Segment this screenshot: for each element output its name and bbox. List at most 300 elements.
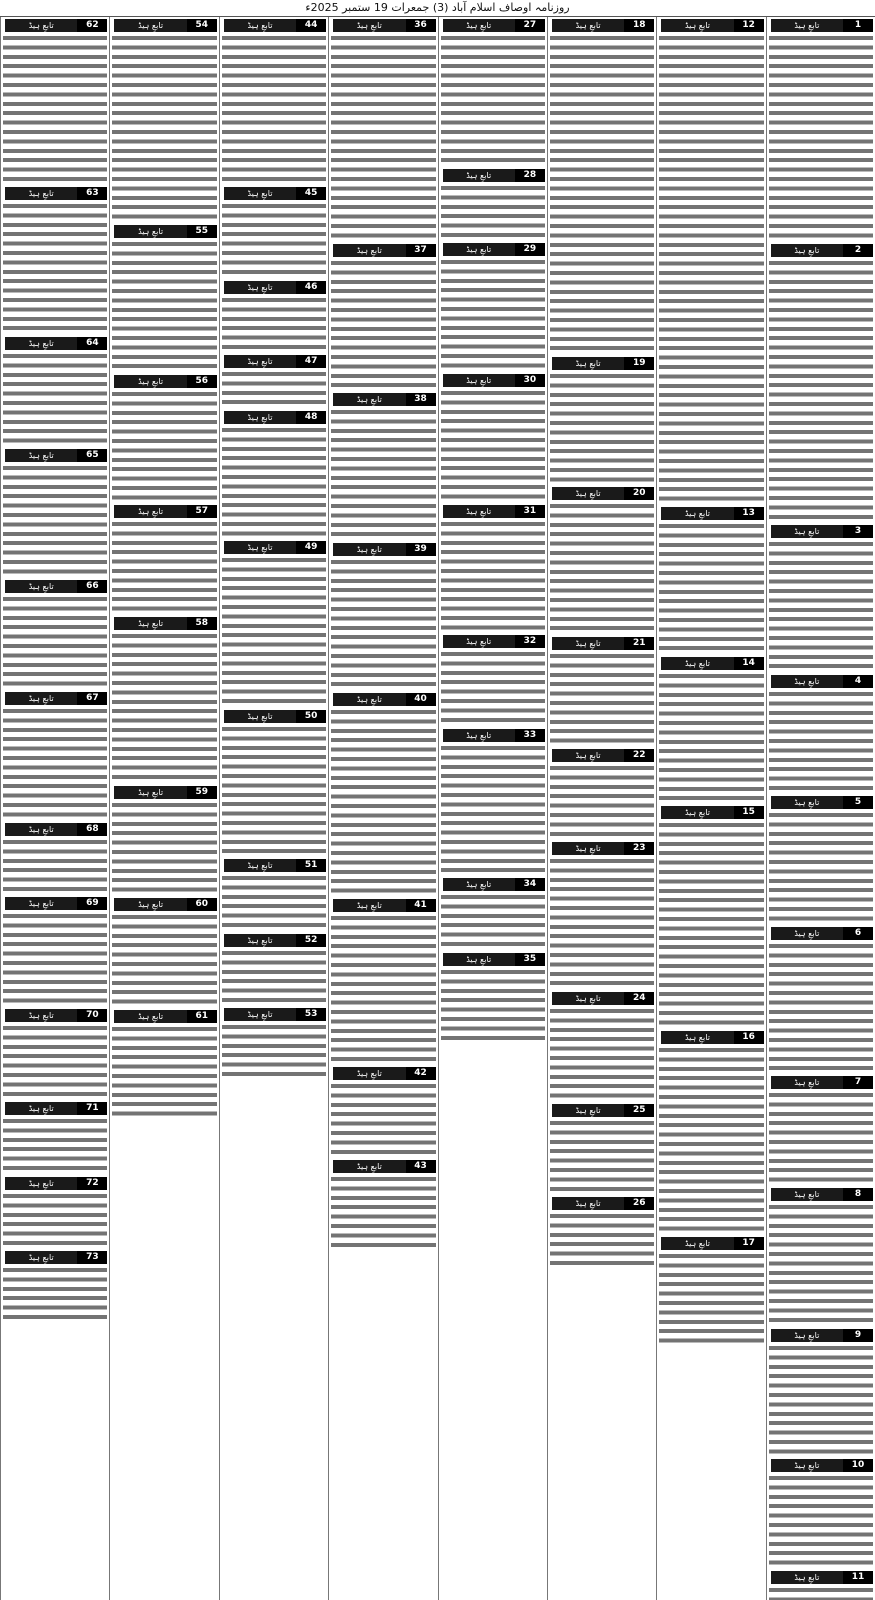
- story-header-label: تابعِ ہیڈ: [222, 187, 296, 200]
- story-number: 43: [406, 1160, 436, 1173]
- news-story-55: [112, 225, 216, 372]
- story-number: 44: [296, 19, 326, 32]
- story-body-text: [112, 390, 216, 503]
- news-story-30: [441, 374, 545, 502]
- story-header-label: تابعِ ہیڈ: [441, 374, 515, 387]
- story-header-label: تابعِ ہیڈ: [112, 505, 186, 518]
- story-body-text: [222, 874, 326, 930]
- story-body-text: [3, 912, 107, 1006]
- story-header: [112, 505, 216, 518]
- story-header-label: تابعِ ہیڈ: [222, 411, 296, 424]
- story-header-label: تابعِ ہیڈ: [441, 505, 515, 518]
- story-header-label: تابعِ ہیڈ: [550, 357, 624, 370]
- story-number: 4: [843, 675, 873, 688]
- story-body-text: [659, 821, 763, 1028]
- story-body-text: [550, 502, 654, 634]
- news-story-2: [769, 244, 873, 522]
- news-story-59: [112, 786, 216, 895]
- story-header-label: تابعِ ہیڈ: [441, 19, 515, 32]
- news-story-39: [331, 543, 435, 690]
- news-story-69: [3, 897, 107, 1006]
- story-number: 48: [296, 411, 326, 424]
- news-column-6: [219, 17, 328, 1600]
- story-number: 15: [734, 806, 764, 819]
- story-header: [441, 505, 545, 518]
- story-number: 9: [843, 1329, 873, 1342]
- story-header-label: تابعِ ہیڈ: [441, 635, 515, 648]
- news-story-17: [659, 1237, 763, 1346]
- story-header: [769, 244, 873, 257]
- story-header: [550, 487, 654, 500]
- story-header: [441, 729, 545, 742]
- story-body-text: [3, 1192, 107, 1248]
- story-number: 29: [515, 243, 545, 256]
- story-header-label: تابعِ ہیڈ: [331, 393, 405, 406]
- news-story-72: [3, 1177, 107, 1248]
- news-story-35: [441, 953, 545, 1043]
- story-number: 68: [77, 823, 107, 836]
- story-header-label: تابعِ ہیڈ: [3, 449, 77, 462]
- story-number: 20: [624, 487, 654, 500]
- story-body-text: [769, 259, 873, 522]
- story-header: [3, 823, 107, 836]
- story-body-text: [550, 372, 654, 485]
- news-story-7: [769, 1076, 873, 1185]
- story-header: [769, 1459, 873, 1472]
- story-header: [3, 19, 107, 32]
- story-header: [659, 507, 763, 520]
- news-story-67: [3, 692, 107, 820]
- story-number: 56: [187, 375, 217, 388]
- story-number: 73: [77, 1251, 107, 1264]
- story-header: [3, 580, 107, 593]
- news-story-53: [222, 1008, 326, 1079]
- story-number: 17: [734, 1237, 764, 1250]
- story-body-text: [3, 838, 107, 894]
- news-story-71: [3, 1102, 107, 1173]
- news-story-50: [222, 710, 326, 857]
- news-story-27: [441, 19, 545, 166]
- story-header: [769, 19, 873, 32]
- news-story-46: [222, 281, 326, 352]
- story-header-label: تابعِ ہیڈ: [112, 786, 186, 799]
- story-header-label: تابعِ ہیڈ: [3, 337, 77, 350]
- story-body-text: [222, 725, 326, 857]
- story-number: 12: [734, 19, 764, 32]
- story-header-label: تابعِ ہیڈ: [3, 1102, 77, 1115]
- news-story-29: [441, 243, 545, 371]
- story-header-label: تابعِ ہیڈ: [441, 243, 515, 256]
- story-header: [550, 19, 654, 32]
- story-header-label: تابعِ ہیڈ: [769, 1459, 843, 1472]
- story-body-text: [550, 1007, 654, 1101]
- story-number: 64: [77, 337, 107, 350]
- story-header-label: تابعِ ہیڈ: [3, 823, 77, 836]
- story-body-text: [441, 258, 545, 371]
- story-header: [550, 637, 654, 650]
- story-header-label: تابعِ ہیڈ: [331, 1160, 405, 1173]
- story-body-text: [550, 764, 654, 839]
- story-header-label: تابعِ ہیڈ: [331, 244, 405, 257]
- story-body-text: [112, 34, 216, 222]
- story-number: 63: [77, 187, 107, 200]
- story-header-label: تابعِ ہیڈ: [112, 375, 186, 388]
- story-body-text: [769, 34, 873, 241]
- story-header: [222, 411, 326, 424]
- news-story-66: [3, 580, 107, 689]
- story-header-label: تابعِ ہیڈ: [331, 693, 405, 706]
- story-number: 62: [77, 19, 107, 32]
- story-number: 51: [296, 859, 326, 872]
- story-header-label: تابعِ ہیڈ: [441, 729, 515, 742]
- story-header: [3, 1177, 107, 1190]
- story-body-text: [3, 352, 107, 446]
- story-header-label: تابعِ ہیڈ: [769, 796, 843, 809]
- news-story-13: [659, 507, 763, 654]
- story-number: 11: [843, 1571, 873, 1584]
- story-header: [769, 1329, 873, 1342]
- news-story-19: [550, 357, 654, 485]
- story-number: 42: [406, 1067, 436, 1080]
- story-header: [331, 244, 435, 257]
- story-header-label: تابعِ ہیڈ: [769, 927, 843, 940]
- news-story-43: [331, 1160, 435, 1250]
- news-story-60: [112, 898, 216, 1007]
- story-header-label: تابعِ ہیڈ: [769, 675, 843, 688]
- story-number: 65: [77, 449, 107, 462]
- news-story-25: [550, 1104, 654, 1194]
- story-number: 39: [406, 543, 436, 556]
- story-body-text: [222, 1023, 326, 1079]
- story-body-text: [550, 1119, 654, 1194]
- story-header: [3, 1009, 107, 1022]
- story-header-label: تابعِ ہیڈ: [550, 1104, 624, 1117]
- news-story-68: [3, 823, 107, 894]
- news-story-14: [659, 657, 763, 804]
- news-story-28: [441, 169, 545, 240]
- story-number: 16: [734, 1031, 764, 1044]
- story-body-text: [769, 1091, 873, 1185]
- story-body-text: [659, 1046, 763, 1234]
- news-story-47: [222, 355, 326, 408]
- story-body-text: [3, 707, 107, 820]
- story-number: 1: [843, 19, 873, 32]
- story-header: [3, 187, 107, 200]
- story-number: 8: [843, 1188, 873, 1201]
- story-header: [331, 1067, 435, 1080]
- story-header-label: تابعِ ہیڈ: [659, 657, 733, 670]
- news-story-24: [550, 992, 654, 1101]
- news-story-11: [769, 1571, 873, 1600]
- story-header-label: تابعِ ہیڈ: [3, 692, 77, 705]
- story-header-label: تابعِ ہیڈ: [112, 19, 186, 32]
- story-number: 67: [77, 692, 107, 705]
- news-story-57: [112, 505, 216, 614]
- story-body-text: [769, 811, 873, 924]
- story-body-text: [769, 1344, 873, 1457]
- story-body-text: [112, 520, 216, 614]
- story-header: [222, 1008, 326, 1021]
- story-body-text: [222, 202, 326, 277]
- story-header-label: تابعِ ہیڈ: [222, 19, 296, 32]
- news-story-20: [550, 487, 654, 634]
- story-body-text: [769, 942, 873, 1074]
- story-body-text: [659, 522, 763, 654]
- news-column-4: [438, 17, 547, 1600]
- story-number: 40: [406, 693, 436, 706]
- news-story-56: [112, 375, 216, 503]
- story-header: [441, 169, 545, 182]
- story-header-label: تابعِ ہیڈ: [331, 543, 405, 556]
- story-header-label: تابعِ ہیڈ: [222, 1008, 296, 1021]
- story-header: [222, 541, 326, 554]
- story-number: 49: [296, 541, 326, 554]
- news-column-8: [0, 17, 109, 1600]
- story-header: [769, 1076, 873, 1089]
- story-number: 50: [296, 710, 326, 723]
- news-column-5: [328, 17, 437, 1600]
- story-body-text: [222, 296, 326, 352]
- story-body-text: [3, 1024, 107, 1099]
- news-story-54: [112, 19, 216, 222]
- story-header-label: تابعِ ہیڈ: [769, 1076, 843, 1089]
- story-header-label: تابعِ ہیڈ: [222, 934, 296, 947]
- story-number: 14: [734, 657, 764, 670]
- story-body-text: [441, 184, 545, 240]
- story-header-label: تابعِ ہیڈ: [222, 710, 296, 723]
- news-story-62: [3, 19, 107, 184]
- news-story-45: [222, 187, 326, 277]
- story-header-label: تابعِ ہیڈ: [222, 281, 296, 294]
- story-header: [550, 1104, 654, 1117]
- news-story-16: [659, 1031, 763, 1234]
- story-header-label: تابعِ ہیڈ: [769, 244, 843, 257]
- story-header: [112, 1010, 216, 1023]
- story-number: 27: [515, 19, 545, 32]
- story-body-text: [441, 34, 545, 166]
- story-body-text: [659, 1252, 763, 1346]
- story-header: [769, 1188, 873, 1201]
- news-story-73: [3, 1251, 107, 1322]
- story-header: [331, 19, 435, 32]
- story-body-text: [550, 652, 654, 746]
- story-number: 18: [624, 19, 654, 32]
- news-column-1: [766, 17, 875, 1600]
- story-number: 3: [843, 525, 873, 538]
- story-body-text: [441, 389, 545, 502]
- story-body-text: [3, 34, 107, 184]
- story-header: [3, 1251, 107, 1264]
- story-body-text: [222, 34, 326, 184]
- story-body-text: [3, 464, 107, 577]
- story-body-text: [441, 893, 545, 949]
- news-story-40: [331, 693, 435, 896]
- story-body-text: [222, 556, 326, 706]
- story-body-text: [769, 1203, 873, 1325]
- story-number: 25: [624, 1104, 654, 1117]
- story-header-label: تابعِ ہیڈ: [3, 19, 77, 32]
- story-body-text: [769, 1474, 873, 1568]
- story-number: 5: [843, 796, 873, 809]
- story-header-label: تابعِ ہیڈ: [659, 1031, 733, 1044]
- news-story-6: [769, 927, 873, 1074]
- story-body-text: [550, 1212, 654, 1268]
- story-header: [441, 243, 545, 256]
- story-header-label: تابعِ ہیڈ: [331, 899, 405, 912]
- story-header: [441, 953, 545, 966]
- story-number: 36: [406, 19, 436, 32]
- story-number: 52: [296, 934, 326, 947]
- story-header: [331, 899, 435, 912]
- story-header: [769, 1571, 873, 1584]
- story-header-label: تابعِ ہیڈ: [441, 169, 515, 182]
- news-story-37: [331, 244, 435, 391]
- news-story-38: [331, 393, 435, 540]
- story-body-text: [441, 744, 545, 876]
- story-number: 57: [187, 505, 217, 518]
- news-story-64: [3, 337, 107, 446]
- news-story-9: [769, 1329, 873, 1457]
- story-header-label: تابعِ ہیڈ: [441, 953, 515, 966]
- story-number: 2: [843, 244, 873, 257]
- story-header-label: تابعِ ہیڈ: [331, 19, 405, 32]
- story-number: 33: [515, 729, 545, 742]
- news-story-42: [331, 1067, 435, 1157]
- story-body-text: [331, 408, 435, 540]
- story-number: 34: [515, 878, 545, 891]
- news-story-36: [331, 19, 435, 241]
- news-story-58: [112, 617, 216, 782]
- story-header-label: تابعِ ہیڈ: [659, 19, 733, 32]
- story-number: 46: [296, 281, 326, 294]
- story-body-text: [3, 1117, 107, 1173]
- story-header: [769, 525, 873, 538]
- story-body-text: [222, 949, 326, 1005]
- story-number: 31: [515, 505, 545, 518]
- story-number: 47: [296, 355, 326, 368]
- story-header: [550, 842, 654, 855]
- story-header: [112, 375, 216, 388]
- story-header-label: تابعِ ہیڈ: [222, 541, 296, 554]
- story-number: 10: [843, 1459, 873, 1472]
- story-body-text: [550, 857, 654, 989]
- story-body-text: [112, 801, 216, 895]
- news-column-3: [547, 17, 656, 1600]
- story-header-label: تابعِ ہیڈ: [3, 1177, 77, 1190]
- story-header: [112, 225, 216, 238]
- story-body-text: [550, 34, 654, 354]
- news-story-34: [441, 878, 545, 949]
- news-story-10: [769, 1459, 873, 1568]
- story-number: 7: [843, 1076, 873, 1089]
- story-body-text: [112, 913, 216, 1007]
- news-story-21: [550, 637, 654, 746]
- story-body-text: [331, 558, 435, 690]
- story-header-label: تابعِ ہیڈ: [659, 806, 733, 819]
- story-body-text: [3, 202, 107, 334]
- story-header: [112, 898, 216, 911]
- story-number: 69: [77, 897, 107, 910]
- story-body-text: [112, 1025, 216, 1119]
- story-number: 32: [515, 635, 545, 648]
- story-body-text: [441, 520, 545, 633]
- story-header: [769, 927, 873, 940]
- story-number: 22: [624, 749, 654, 762]
- story-number: 66: [77, 580, 107, 593]
- story-header: [3, 337, 107, 350]
- story-number: 71: [77, 1102, 107, 1115]
- story-header: [112, 786, 216, 799]
- story-header-label: تابعِ ہیڈ: [3, 897, 77, 910]
- story-header-label: تابعِ ہیڈ: [222, 355, 296, 368]
- story-body-text: [331, 914, 435, 1064]
- news-story-52: [222, 934, 326, 1005]
- news-story-3: [769, 525, 873, 672]
- news-story-70: [3, 1009, 107, 1099]
- story-body-text: [112, 632, 216, 782]
- story-body-text: [331, 34, 435, 241]
- story-header: [331, 543, 435, 556]
- story-header: [441, 635, 545, 648]
- story-number: 23: [624, 842, 654, 855]
- story-header: [112, 617, 216, 630]
- news-story-63: [3, 187, 107, 334]
- story-number: 54: [187, 19, 217, 32]
- story-header-label: تابعِ ہیڈ: [112, 617, 186, 630]
- story-body-text: [659, 672, 763, 804]
- story-body-text: [112, 240, 216, 372]
- news-story-15: [659, 806, 763, 1028]
- news-story-51: [222, 859, 326, 930]
- story-header-label: تابعِ ہیڈ: [550, 1197, 624, 1210]
- story-number: 26: [624, 1197, 654, 1210]
- story-header: [441, 19, 545, 32]
- news-story-18: [550, 19, 654, 354]
- story-header-label: تابعِ ہیڈ: [769, 19, 843, 32]
- story-header: [222, 187, 326, 200]
- story-header: [659, 19, 763, 32]
- story-number: 61: [187, 1010, 217, 1023]
- story-header: [222, 859, 326, 872]
- story-header: [3, 897, 107, 910]
- story-header-label: تابعِ ہیڈ: [550, 487, 624, 500]
- story-header: [659, 1031, 763, 1044]
- news-story-4: [769, 675, 873, 793]
- news-story-5: [769, 796, 873, 924]
- story-header-label: تابعِ ہیڈ: [112, 225, 186, 238]
- news-story-61: [112, 1010, 216, 1119]
- story-body-text: [769, 540, 873, 672]
- masthead: روزنامہ اوصاف اسلام آباد (3) جمعرات 19 ستمبر 2025ء: [0, 0, 875, 17]
- story-header-label: تابعِ ہیڈ: [3, 1009, 77, 1022]
- story-number: 6: [843, 927, 873, 940]
- news-column-7: [109, 17, 218, 1600]
- story-number: 53: [296, 1008, 326, 1021]
- story-number: 60: [187, 898, 217, 911]
- story-number: 30: [515, 374, 545, 387]
- story-header: [3, 449, 107, 462]
- story-header: [222, 934, 326, 947]
- news-story-31: [441, 505, 545, 633]
- story-header: [331, 1160, 435, 1173]
- story-header-label: تابعِ ہیڈ: [550, 637, 624, 650]
- story-body-text: [3, 1266, 107, 1322]
- story-header-label: تابعِ ہیڈ: [769, 1571, 843, 1584]
- news-story-49: [222, 541, 326, 706]
- story-header-label: تابعِ ہیڈ: [659, 1237, 733, 1250]
- story-header-label: تابعِ ہیڈ: [550, 992, 624, 1005]
- story-body-text: [331, 1175, 435, 1250]
